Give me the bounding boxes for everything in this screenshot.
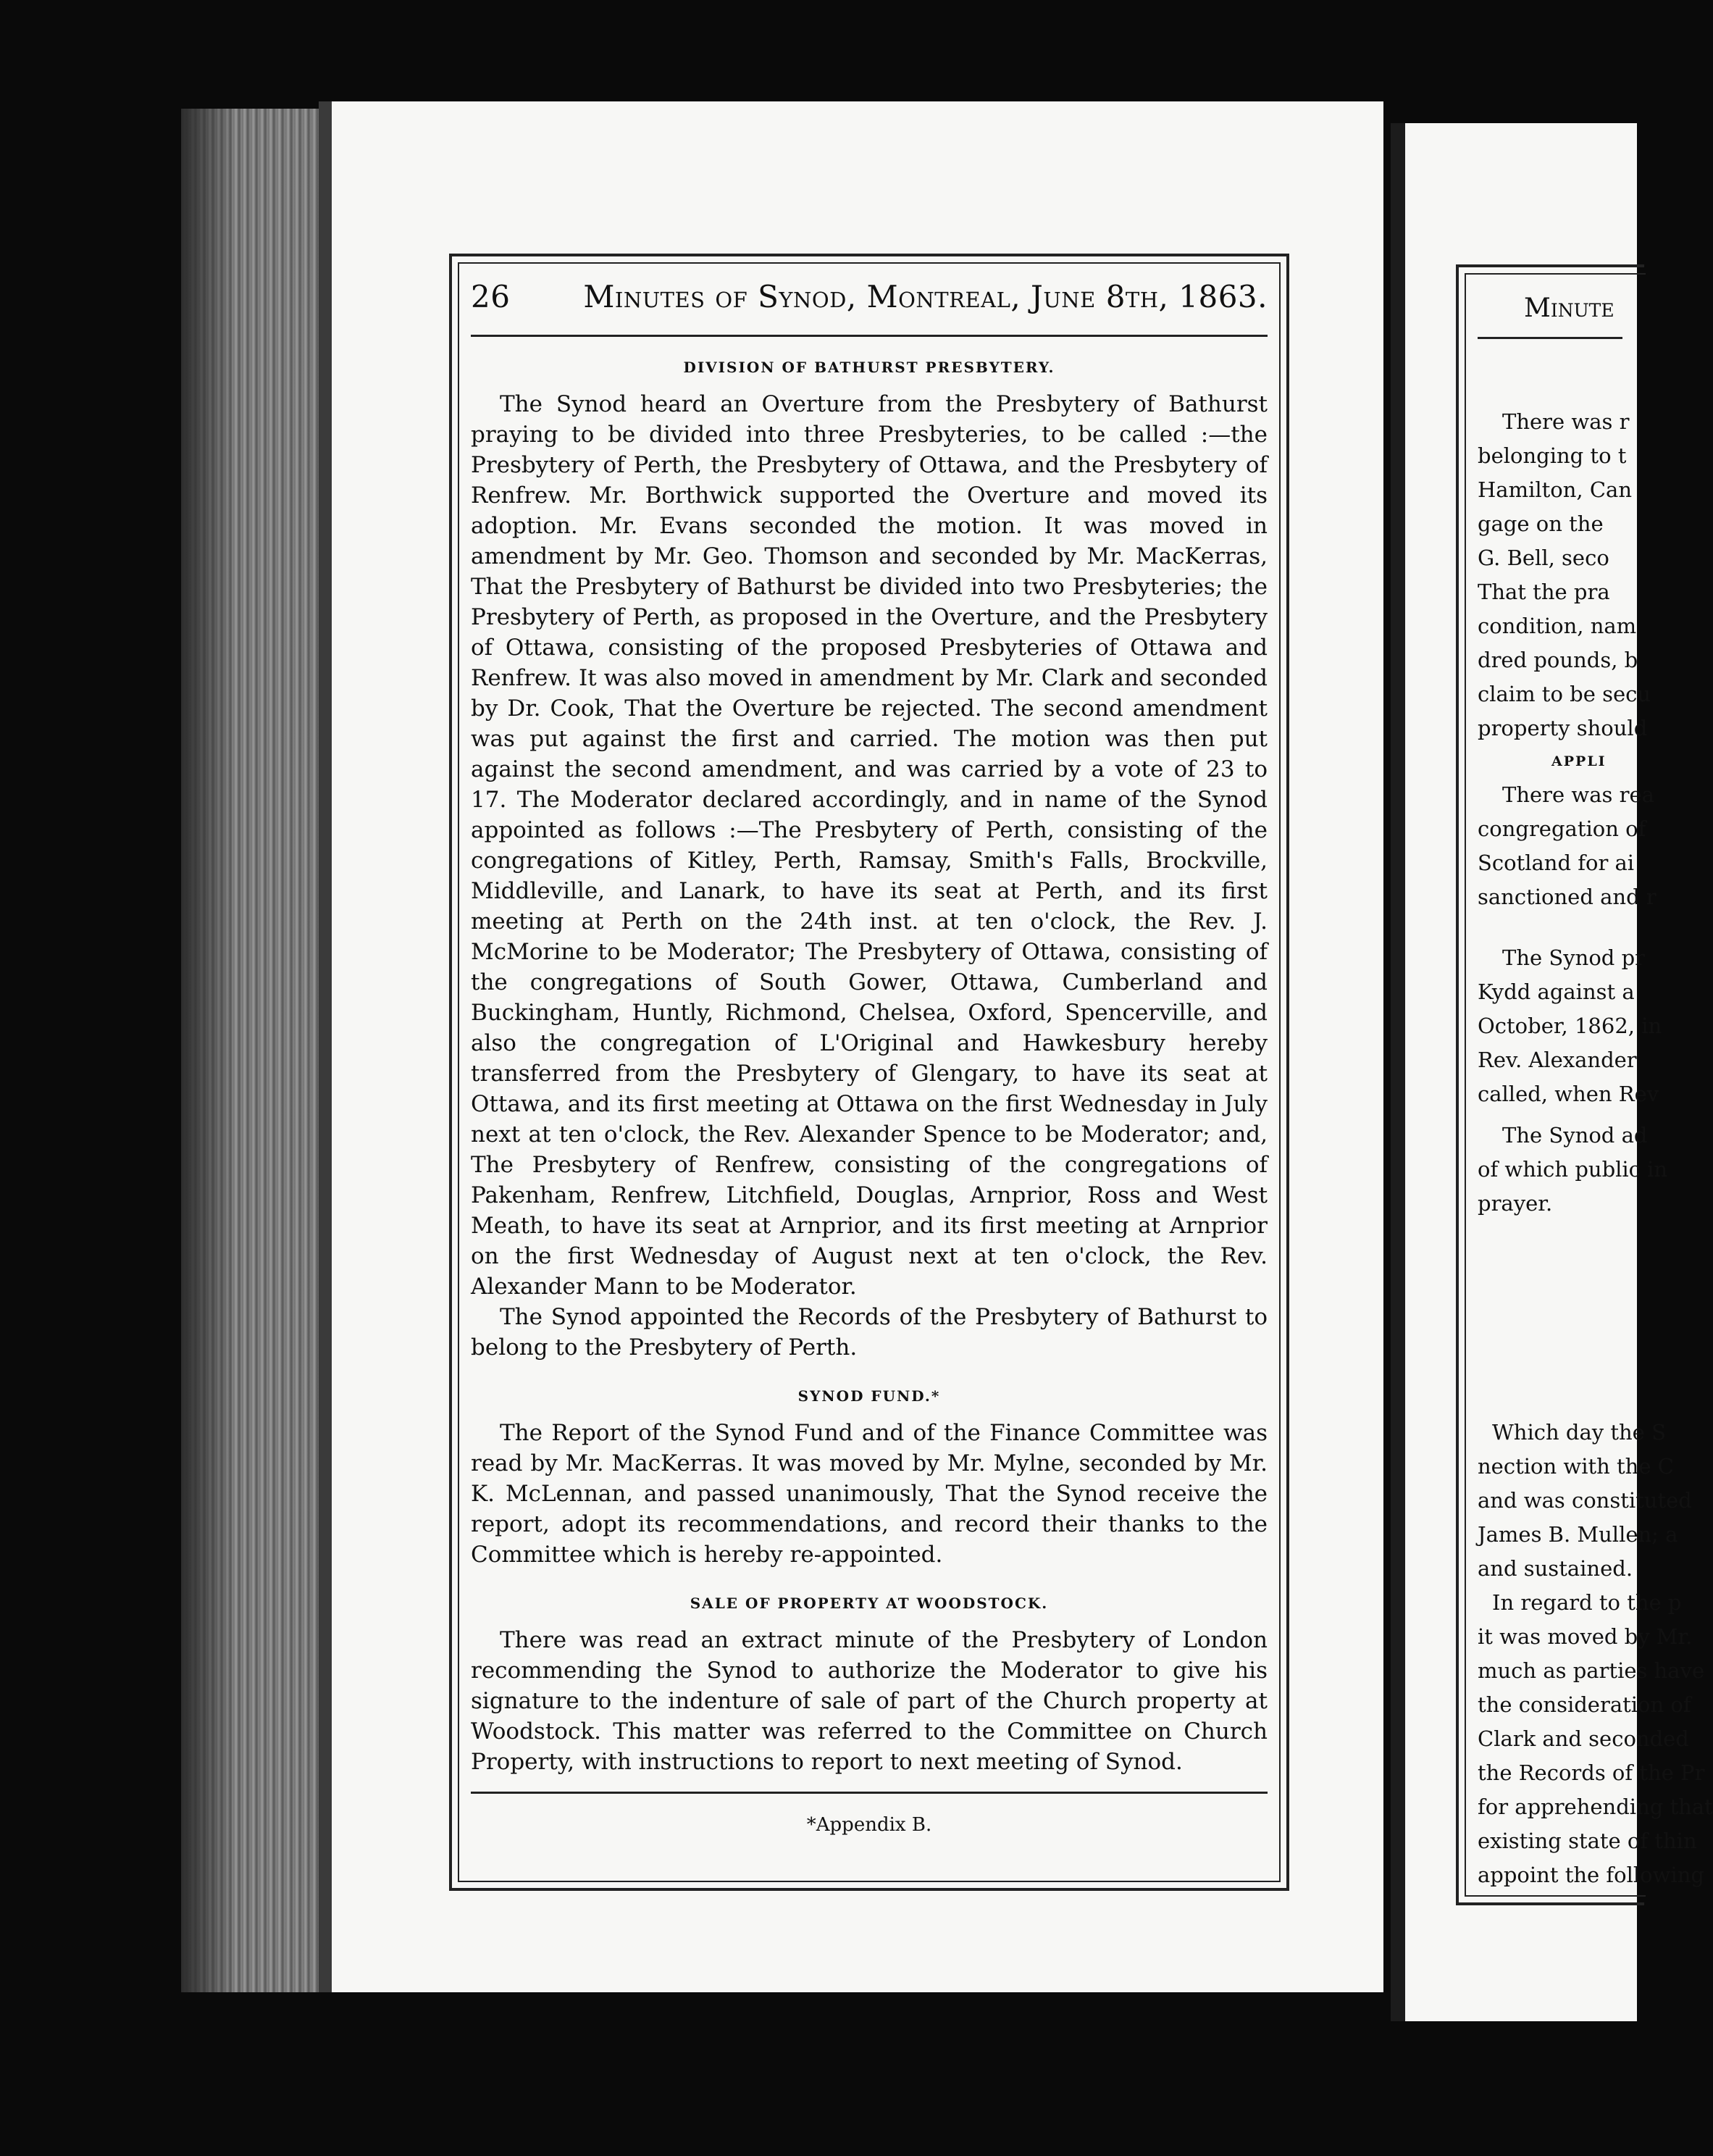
right-page-line: sanctioned and r	[1478, 885, 1657, 909]
right-page-line: The Synod pr	[1502, 945, 1645, 970]
right-page-line: Rev. Alexander	[1478, 1048, 1637, 1072]
right-page-line: In regard to the p	[1492, 1590, 1682, 1615]
right-page-line: nection with the C	[1478, 1454, 1674, 1479]
paragraph-synod-fund: The Report of the Synod Fund and of the Finance Committee was read by Mr. MacKerras. It was moved by Mr. Mylne, seconded by Mr. K. McLennan, and passed unanimously, That the Synod receive the report, adopt its recommendations, and record their thanks to the Committee which is hereby re-appointed.	[471, 1420, 1268, 1568]
right-page-line: congregation of	[1478, 816, 1646, 841]
right-page-line: appoint the following	[1478, 1863, 1704, 1887]
right-page-line: and was constituted	[1478, 1488, 1692, 1513]
book-spine-shadow	[181, 109, 232, 1992]
right-page-line: it was moved by Mr.	[1478, 1624, 1693, 1649]
section-heading-bathurst: DIVISION OF BATHURST PRESBYTERY.	[683, 359, 1055, 376]
running-title: Minutes of Synod, Montreal, June 8th, 1863.	[583, 279, 1268, 314]
right-page-line: dred pounds, b	[1478, 648, 1638, 672]
right-page-line: Kydd against a	[1478, 979, 1635, 1004]
right-page-line: of which public in	[1478, 1157, 1668, 1182]
footnote: *Appendix B.	[806, 1814, 932, 1836]
right-page-line: called, when Rev	[1478, 1082, 1659, 1106]
right-page-line: APPLI	[1551, 753, 1607, 769]
right-page-line: belonging to t	[1478, 443, 1627, 468]
right-page-line: The Synod ad	[1502, 1123, 1648, 1148]
right-page-line: gage on the	[1478, 511, 1604, 536]
right-page-line: Clark and seconded	[1478, 1726, 1689, 1751]
running-header	[471, 275, 1268, 319]
right-page-line: for apprehending that	[1478, 1794, 1713, 1819]
right-page-line: James B. Mullen; a	[1478, 1522, 1678, 1547]
right-page-line: There was rea	[1502, 782, 1654, 807]
left-page-content	[471, 275, 1268, 1836]
paragraph-bathurst-overture: The Synod heard an Overture from the Presbytery of Bathurst praying to be divided into three Presbyteries, to be called :—the Presbytery of Perth, the Presbytery of Ottawa, and the Presbytery of Renfrew. Mr. Borthwick supported the Overture and moved its adoption. Mr. Evans seconded the motion. It was moved in amendment by Mr. Geo. Thomson and seconded by Mr. MacKerras, That the Presbytery of Bathurst be divided into two Presbyteries; the Presbytery of Perth, as proposed in the Overture, and the Presbytery of Ottawa, consisting of the proposed Presbyteries of Ottawa and Renfrew. It was also moved in amendment by Mr. Clark and seconded by Dr. Cook, That the Overture be rejected. The second amendment was put against the first and carried. The motion was then put against the second amendment, and was carried by a vote of 23 to 17. The Moderator declared accordingly, and in name of the Synod appointed as follows :—The Presbytery of Perth, consisting of the congregations of Kitley, Perth, Ramsay, Smith's Falls, Brockville, Middleville, and Lanark, to have its seat at Perth, and its first meeting at Perth on the 24th inst. at ten o'clock, the Rev. J. McMorine to be Moderator; The Presbytery of Ottawa, consisting of the congregations of South Gower, Ottawa, Cumberland and Buckingham, Huntly, Richmond, Chelsea, Oxford, Spencerville, and also the congregation of L'Original and Hawkesbury hereby transferred from the Presbytery of Glengary, to have its seat at Ottawa, and its first meeting at Ottawa on the first Wednesday in July next at ten o'clock, the Rev. Alexander Spence to be Moderator; and, The Presbytery of Renfrew, consisting of the congregations of Pakenham, Renfrew, Litchfield, Douglas, Arnprior, Ross and West Meath, to have its seat at Arnprior, and its first meeting at Arnprior on the first Wednesday of August next at ten o'clock, the Rev. Alexander Mann to be Moderator.	[471, 391, 1268, 1300]
right-page-text-clip	[1478, 0, 1713, 2156]
paragraph-bathurst-records: The Synod appointed the Records of the Presbytery of Bathurst to belong to the Presbytery of Perth.	[471, 1304, 1268, 1361]
right-page-line: property should	[1478, 716, 1648, 740]
paragraph-woodstock: There was read an extract minute of the Presbytery of London recommending the Synod to authorize the Moderator to give his signature to the indenture of sale of part of the Church property at Woodstock. This matter was referred to the Committee on Church Property, with instructions to report to next meeting of Synod.	[471, 1627, 1268, 1775]
right-page-running-header: Minute	[1524, 293, 1614, 323]
right-page-line: and sustained.	[1478, 1556, 1633, 1581]
right-page-line: condition, nam	[1478, 614, 1637, 638]
header-rule	[471, 335, 1268, 337]
right-page-line: That the pra	[1478, 580, 1610, 604]
section-heading-synod-fund: SYNOD FUND.*	[797, 1387, 941, 1405]
right-page-line: Scotland for ai	[1478, 851, 1635, 875]
bottom-rule	[471, 1792, 1268, 1794]
right-page-line: October, 1862, in	[1478, 1014, 1662, 1038]
right-page-line: G. Bell, seco	[1478, 546, 1609, 570]
right-page-line: claim to be secu	[1478, 682, 1651, 706]
right-page-line: the consideration of	[1478, 1692, 1691, 1717]
section-heading-woodstock: SALE OF PROPERTY AT WOODSTOCK.	[690, 1595, 1049, 1612]
right-page-line: the Records of the Pr	[1478, 1760, 1705, 1785]
right-page-line: Hamilton, Can	[1478, 477, 1633, 502]
right-page-line: There was r	[1502, 409, 1630, 434]
right-page-line: prayer.	[1478, 1191, 1553, 1216]
right-page-line: existing state of thin	[1478, 1829, 1697, 1853]
page-number: 26	[471, 279, 511, 314]
right-page-line: much as parties have	[1478, 1658, 1705, 1683]
right-page-line: Which day the S	[1492, 1420, 1666, 1445]
